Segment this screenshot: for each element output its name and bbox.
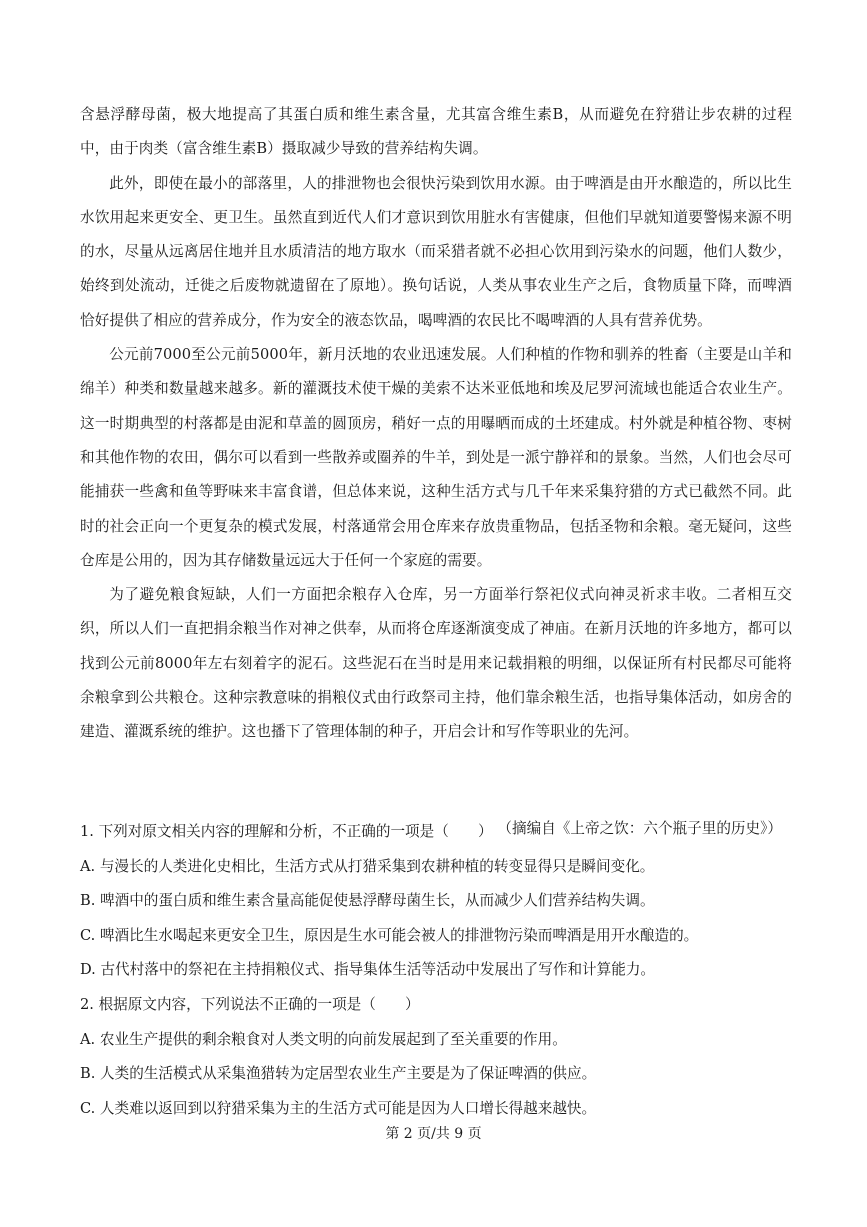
question-1-option-a: A. 与漫长的人类进化史相比，生活方式从打猎采集到农耕种植的转变显得只是瞬间变化。 (80, 857, 655, 875)
source-citation: （摘编自《上帝之饮：六个瓶子里的历史》） (497, 820, 782, 837)
question-1-option-b: B. 啤酒中的蛋白质和维生素含量高能促使悬浮酵母菌生长，从而减少人们营养结构失调。 (80, 892, 655, 910)
paragraph-4: 为了避免粮食短缺，人们一方面把余粮存入仓库，另一方面举行祭祀仪式向神灵祈求丰收。二者相互交织，所以人们一直把捐余粮当作对神之供奉，从而将仓库逐渐演变成了神庙。在新月沃地的许多地方，都可以找到公元前8000年左右刻着字的泥石。这些泥石在当时是用来记载捐粮的明细，以保证所有村民都尽可能将余粮拿到公共粮仓。这种宗教意味的捐粮仪式由行政祭司主持，他们靠余粮生活，也指导集体活动，如房舍的建造、灌溉系统的维护。这也播下了管理体制的种子，开启会计和写作等职业的先河。 (80, 586, 792, 741)
question-1-option-d: D. 古代村落中的祭祀在主持捐粮仪式、指导集体生活等活动中发展出了写作和计算能力。 (80, 961, 656, 979)
question-1-stem: 1. 下列对原文相关内容的理解和分析，不正确的一项是（ ） (80, 823, 493, 840)
paragraph-2: 此外，即使在最小的部落里，人的排泄物也会很快污染到饮用水源。由于啤酒是由开水酿造的，所以比生水饮用起来更安全、更卫生。虽然直到近代人们才意识到饮用脏水有害健康，但他们早就知道要警惕来源不明的水，尽量从远离居住地并且水质清洁的地方取水（而采猎者就不必担心饮用到污染水的问题，他们人数少，始终到处流动，迁徙之后废物就遗留在了原地）。换句话说，人类从事农业生产之后，食物质量下降，而啤酒恰好提供了相应的营养成分，作为安全的液态饮品，喝啤酒的农民比不喝啤酒的人具有营养优势。 (80, 174, 792, 329)
question-2-option-b: B. 人类的生活模式从采集渔猎转为定居型农业生产主要是为了保证啤酒的供应。 (80, 1065, 597, 1083)
question-1-option-c: C. 啤酒比生水喝起来更安全卫生，原因是生水可能会被人的排泄物污染而啤酒是用开水酿造的。 (80, 926, 699, 944)
passage-body (80, 98, 792, 750)
paragraph-1: 含悬浮酵母菌，极大地提高了其蛋白质和维生素含量，尤其富含维生素B，从而避免在狩猎让步农耕的过程中，由于肉类（富含维生素B）摄取减少导致的营养结构失调。 (80, 106, 792, 158)
question-2-stem: 2. 根据原文内容，下列说法不正确的一项是（ ） (80, 995, 420, 1013)
paragraph-3: 公元前7000至公元前5000年，新月沃地的农业迅速发展。人们种植的作物和驯养的牲畜（主要是山羊和绵羊）种类和数量越来越多。新的灌溉技术使干燥的美索不达米亚低地和埃及尼罗河流域也能适合农业生产。这一时期典型的村落都是由泥和草盖的圆顶房，稍好一点的用曝晒而成的土坯建成。村外就是种植谷物、枣树和其他作物的农田，偶尔可以看到一些散养或圈养的牛羊，到处是一派宁静祥和的景象。当然，人们也会尽可能捕获一些禽和鱼等野味来丰富食谱，但总体来说，这种生活方式与几千年来采集狩猎的方式已截然不同。此时的社会正向一个更复杂的模式发展，村落通常会用仓库来存放贵重物品，包括圣物和余粮。毫无疑问，这些仓库是公用的，因为其存储数量远远大于任何一个家庭的需要。 (80, 346, 792, 569)
page-number-footer: 第 2 页/共 9 页 (385, 1126, 482, 1142)
question-2-option-c: C. 人类难以返回到以狩猎采集为主的生活方式可能是因为人口增长得越来越快。 (80, 1099, 597, 1117)
question-list (80, 815, 792, 1126)
question-2-option-a: A. 农业生产提供的剩余粮食对人类文明的向前发展起到了至关重要的作用。 (80, 1030, 567, 1048)
